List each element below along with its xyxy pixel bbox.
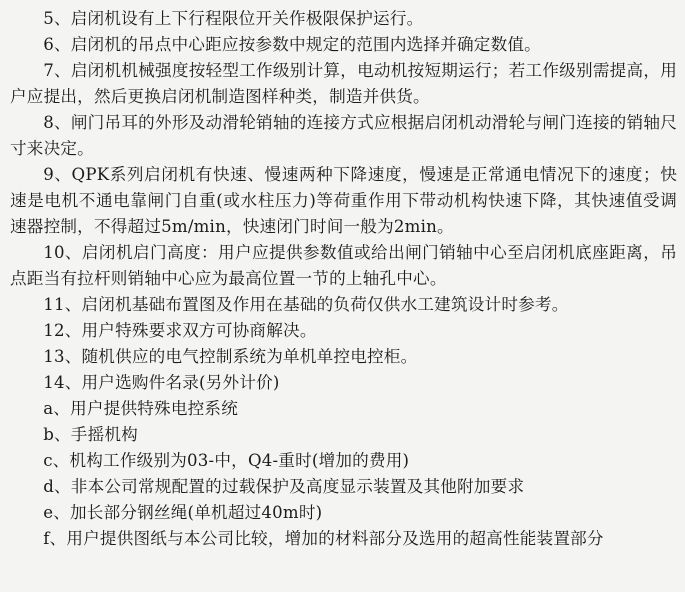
paragraph-7: 7、启闭机机械强度按轻型工作级别计算，电动机按短期运行；若工作级别需提高，用户应提出，然后更换启闭机制造图样种类，制造并供货。 [10, 61, 677, 106]
paragraph-11: 11、启闭机基础布置图及作用在基础的负荷仅供水工建筑设计时参考。 [43, 295, 569, 314]
paragraph-8: 8、闸门吊耳的外形及动滑轮销轴的连接方式应根据启闭机动滑轮与闸门连接的销轴尺寸来决定。 [10, 113, 677, 158]
list-item-c: c、机构工作级别为03-中，Q4-重时(增加的费用) [43, 451, 410, 470]
paragraph-10: 10、启闭机启门高度：用户应提供参数值或给出闸门销轴中心至启闭机底座距离，吊点距当有拉杆则销轴中心应为最高位置一节的上轴孔中心。 [10, 243, 677, 288]
list-item-f: f、用户提供图纸与本公司比较，增加的材料部分及选用的超高性能装置部分 [43, 529, 604, 548]
paragraph-9: 9、QPK系列启闭机有快速、慢速两种下降速度，慢速是正常通电情况下的速度；快速是电机不通电靠闸门自重(或水柱压力)等荷重作用下带动机构快速下降，其快速值受调速器控制，不得超过5m/min，快速闭门时间一般为2min。 [10, 165, 677, 236]
paragraph-5: 5、启闭机设有上下行程限位开关作极限保护运行。 [43, 9, 424, 28]
list-item-e: e、加长部分钢丝绳(单机超过40m时) [43, 503, 323, 522]
list-item-d: d、非本公司常规配置的过载保护及高度显示装置及其他附加要求 [43, 477, 525, 496]
paragraph-14: 14、用户选购件名录(另外计价) [43, 373, 280, 392]
paragraph-13: 13、随机供应的电气控制系统为单机单控电控柜。 [43, 347, 418, 366]
list-item-a: a、用户提供特殊电控系统 [43, 399, 239, 418]
paragraph-12: 12、用户特殊要求双方可协商解决。 [43, 321, 317, 340]
list-item-b: b、手摇机构 [43, 425, 138, 444]
paragraph-6: 6、启闭机的吊点中心距应按参数中规定的范围内选择并确定数值。 [43, 35, 541, 54]
